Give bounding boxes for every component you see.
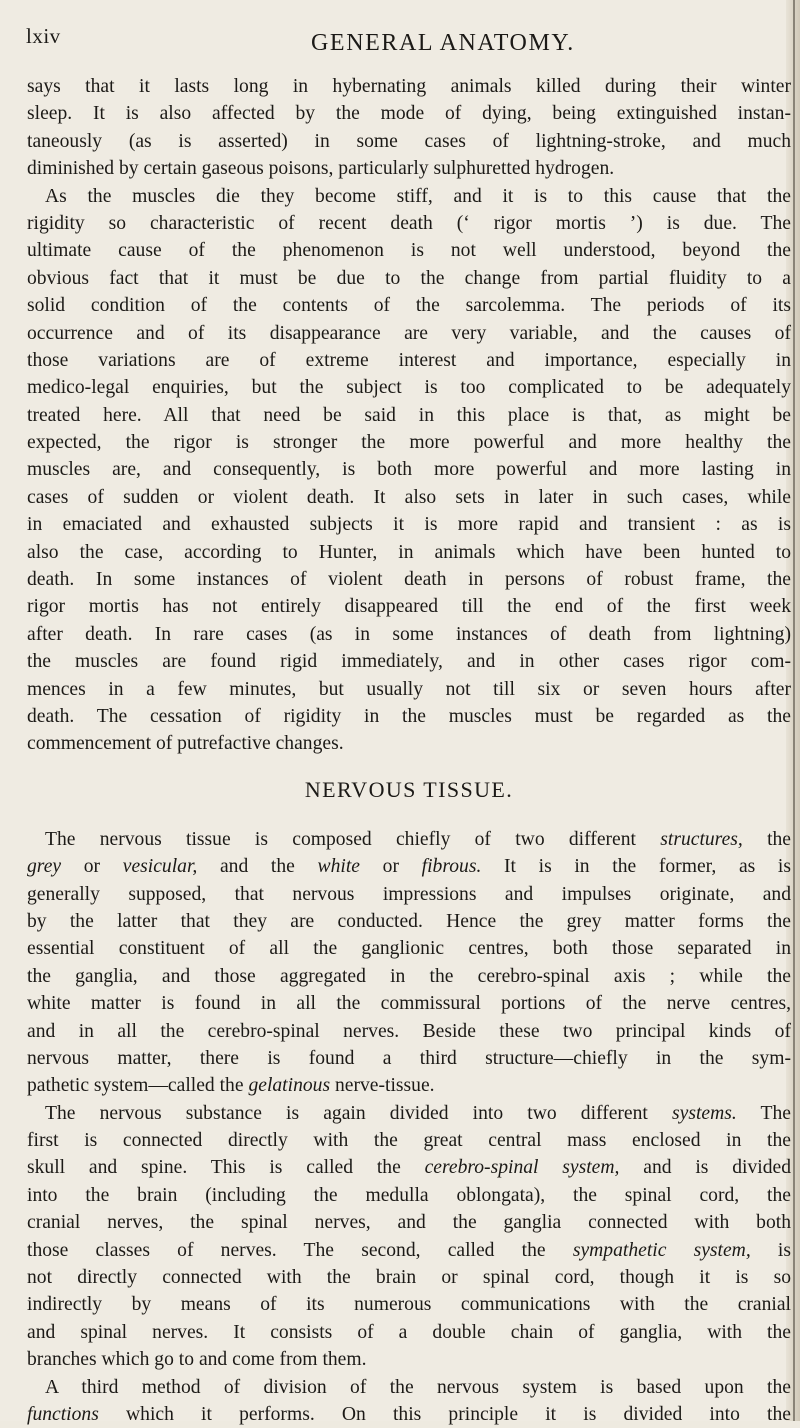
running-header <box>26 16 786 56</box>
text-line: commencement of putrefactive changes. <box>27 733 344 755</box>
text-line <box>27 1072 791 1099</box>
text-run: and is divided <box>619 1157 791 1179</box>
text-line: treated here. All that need be said in this place is that, as might be <box>27 404 791 426</box>
italic-term: vesicular, <box>122 856 198 878</box>
text-run: The <box>736 1102 791 1124</box>
text-line: muscles are, and consequently, is both more powerful and more lasting in <box>27 459 791 481</box>
text-line <box>27 1154 791 1181</box>
text-line <box>27 853 791 880</box>
italic-term: cerebro-spinal system, <box>424 1157 620 1179</box>
text-line: cases of sudden or violent death. It also sets in later in such cases, while <box>27 486 791 508</box>
text-line <box>27 1401 791 1428</box>
text-line: A third method of division of the nervous system is based upon the <box>45 1376 791 1398</box>
text-line <box>27 1237 791 1264</box>
text-line: and in all the cerebro-spinal nerves. Beside these two principal kinds of <box>27 1020 791 1042</box>
text-line: the muscles are found rigid immediately, and in other cases rigor com- <box>27 651 791 673</box>
text-line: rigor mortis has not entirely disappeared till the end of the first week <box>27 596 791 618</box>
text-line: diminished by certain gaseous poisons, particularly sulphuretted hydrogen. <box>27 158 615 180</box>
text-line: in emaciated and exhausted subjects it is more rapid and transient : as is <box>27 514 791 536</box>
text-line: solid condition of the contents of the sarcolemma. The periods of its <box>27 295 791 317</box>
page-number: lxiv <box>26 24 61 48</box>
text-line: says that it lasts long in hybernating animals killed during their winter <box>27 76 791 97</box>
text-line: white matter is found in all the commissural portions of the nerve centres, <box>27 993 791 1015</box>
running-title: GENERAL ANATOMY. <box>311 30 575 56</box>
section-heading: NERVOUS TISSUE. <box>304 776 514 802</box>
text-run: pathetic system—called the <box>27 1075 249 1097</box>
text-line: ultimate cause of the phenomenon is not well understood, beyond the <box>27 240 791 262</box>
text-run: nerve-tissue. <box>330 1075 435 1097</box>
text-run: those classes of nerves. The second, called the <box>27 1239 573 1261</box>
text-run: which it performs. On this principle it is divided into the <box>98 1403 791 1425</box>
text-run: and the <box>197 856 318 878</box>
text-line: and spinal nerves. It consists of a double chain of ganglia, with the <box>27 1321 791 1343</box>
text-run: The nervous substance is again divided into two different <box>45 1102 672 1124</box>
italic-term: structures, <box>660 828 743 850</box>
text-line: As the muscles die they become stiff, and it is to this cause that the <box>45 185 791 207</box>
italic-term: fibrous. <box>421 856 482 878</box>
text-line: generally supposed, that nervous impressions and impulses originate, and <box>27 883 791 905</box>
text-line: obvious fact that it must be due to the change from partial fluidity to a <box>27 267 791 289</box>
text-line: nervous matter, there is found a third structure—chiefly in the sym- <box>27 1047 791 1069</box>
text-line: after death. In rare cases (as in some instances of death from lightning) <box>27 623 791 645</box>
italic-term: functions <box>27 1403 99 1425</box>
text-line: expected, the rigor is stronger the more powerful and more healthy the <box>27 432 791 454</box>
text-run: skull and spine. This is called the <box>27 1157 425 1179</box>
italic-term: gelatinous <box>248 1075 331 1097</box>
text-line: by the latter that they are conducted. Hence the grey matter forms the <box>27 910 791 932</box>
text-line: rigidity so characteristic of recent death (‘ rigor mortis ’) is due. The <box>27 212 791 234</box>
italic-term: systems. <box>672 1102 737 1124</box>
text-run: The nervous tissue is composed chiefly of two different <box>45 828 661 850</box>
text-line: first is connected directly with the great central mass enclosed in the <box>27 1130 791 1152</box>
text-line: taneously (as is asserted) in some cases of lightning-stroke, and much <box>27 130 791 152</box>
text-line: the ganglia, and those aggregated in the cerebro-spinal axis ; while the <box>27 965 791 987</box>
text-line <box>27 1100 791 1127</box>
text-run: It is in the former, as is <box>481 856 791 878</box>
text-line: occurrence and of its disappearance are very variable, and the causes of <box>27 322 791 344</box>
text-line: into the brain (including the medulla oblongata), the spinal cord, the <box>27 1184 791 1206</box>
text-run: or <box>61 856 123 878</box>
text-line: essential constituent of all the ganglionic centres, both those separated in <box>27 938 791 960</box>
page-edge-line <box>793 0 795 1421</box>
italic-term: grey <box>27 856 62 878</box>
text-line: medico-legal enquiries, but the subject is too complicated to be adequately <box>27 377 791 399</box>
text-line: branches which go to and come from them. <box>27 1349 367 1371</box>
text-line: also the case, according to Hunter, in animals which have been hunted to <box>27 541 791 563</box>
text-line <box>27 826 791 853</box>
text-line: not directly connected with the brain or spinal cord, though it is so <box>27 1267 791 1289</box>
italic-term: white <box>317 856 360 878</box>
text-line: sleep. It is also affected by the mode of dying, being extinguished instan- <box>27 103 791 125</box>
text-run: the <box>742 828 791 850</box>
text-line: cranial nerves, the spinal nerves, and the ganglia connected with both <box>27 1212 791 1234</box>
text-run: or <box>359 856 422 878</box>
text-run: is <box>750 1239 791 1261</box>
text-line: death. In some instances of violent death in persons of robust frame, the <box>27 569 791 591</box>
text-line: indirectly by means of its numerous communications with the cranial <box>27 1294 791 1316</box>
text-line: those variations are of extreme interest and importance, especially in <box>27 349 791 371</box>
text-line: death. The cessation of rigidity in the muscles must be regarded as the <box>27 705 791 727</box>
body-text <box>27 73 791 1428</box>
italic-term: sympathetic system, <box>572 1239 751 1261</box>
text-line: mences in a few minutes, but usually not till six or seven hours after <box>27 678 791 700</box>
